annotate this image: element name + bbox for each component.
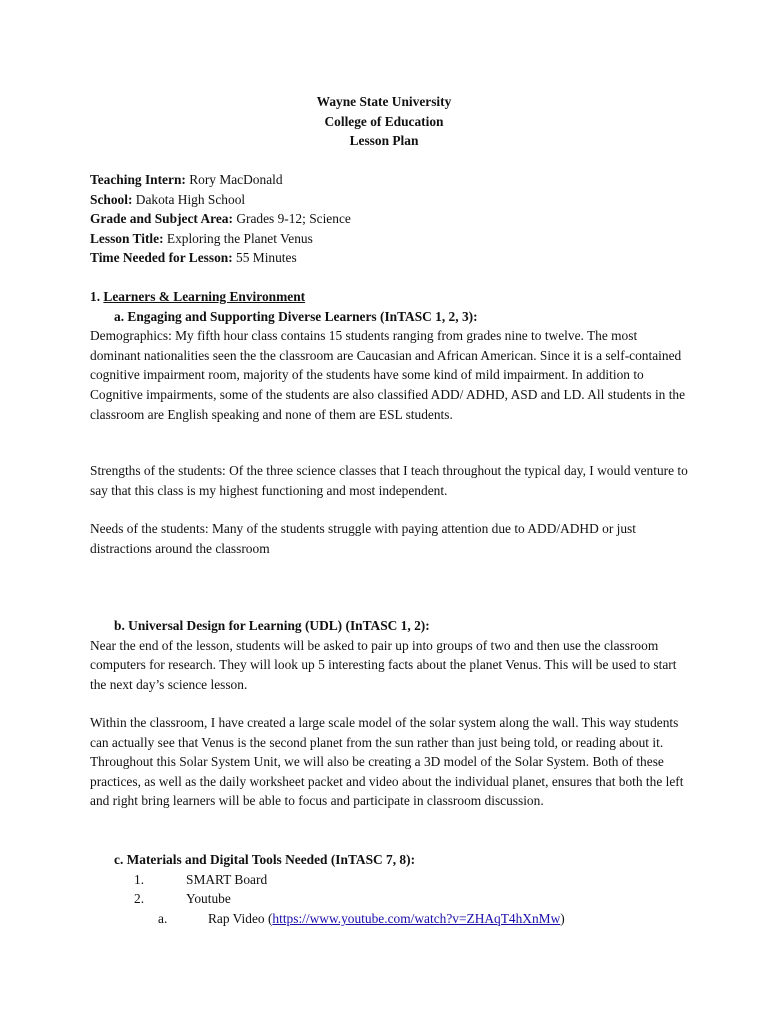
document-header	[0, 92, 768, 151]
udl-paragraph-2: Within the classroom, I have created a large scale model of the solar system along the wall. This way students can actually see that Venus is the second planet from the sun rather than just being told, or reading about it. Throughout this Solar System Unit, we will also be creating a 3D model of the Solar System. Both of these practices, as well as the daily worksheet packet and video about the individual planet, ensures that both the left and right bring learners will be able to focus and participate in classroom discussion.	[90, 715, 684, 809]
time-label: Time Needed for Lesson:	[90, 250, 233, 266]
materials-subitem-text	[208, 909, 565, 929]
materials-subitem-letter: a.	[158, 910, 168, 926]
intern-label: Teaching Intern:	[90, 172, 186, 187]
materials-item-number: 2.	[134, 891, 145, 907]
title-line	[90, 229, 690, 249]
youtube-link[interactable]: https://www.youtube.com/watch?v=ZHAqT4hXnMw	[272, 910, 561, 926]
udl-block-2	[90, 713, 690, 811]
materials-subitem	[90, 909, 690, 929]
grade-label: Grade and Subject Area:	[90, 211, 233, 227]
school-label: School:	[90, 191, 133, 207]
section-c	[90, 850, 690, 928]
section-1-number: 1.	[90, 289, 104, 304]
rap-video-label: Rap Video (	[208, 910, 273, 926]
strengths-block	[90, 461, 690, 500]
lesson-info	[90, 170, 690, 268]
document-type: Lesson Plan	[349, 133, 419, 149]
section-1-heading	[90, 287, 690, 307]
section-1-title: Learners & Learning Environment	[103, 289, 306, 304]
title-label: Lesson Title:	[90, 230, 164, 246]
grade-value: Grades 9-12; Science	[232, 211, 351, 227]
materials-item-text: Youtube	[186, 891, 231, 907]
section-1	[90, 287, 690, 424]
intern-value: Rory MacDonald	[185, 172, 283, 187]
title-value: Exploring the Planet Venus	[163, 230, 313, 246]
udl-paragraph-1: Near the end of the lesson, students will be asked to pair up into groups of two and then use the classroom computers for research. They will look up 5 interesting facts about the planet Venus. This will be used to start the next day’s science lesson.	[90, 637, 677, 692]
college-name: College of Education	[324, 113, 444, 129]
section-b	[90, 616, 690, 694]
intern-line	[90, 170, 690, 190]
time-value: 55 Minutes	[232, 250, 297, 266]
subsection-b-heading: b. Universal Design for Learning (UDL) (InTASC 1, 2):	[114, 618, 430, 633]
closing-paren: )	[560, 910, 565, 926]
materials-item	[90, 889, 690, 909]
subsection-a-heading: a. Engaging and Supporting Diverse Learners (InTASC 1, 2, 3):	[114, 308, 478, 324]
needs-paragraph: Needs of the students: Many of the students struggle with paying attention due to ADD/ADHD or just distractions around the classroom	[90, 521, 636, 556]
needs-block	[90, 519, 690, 558]
demographics-paragraph: Demographics: My fifth hour class contains 15 students ranging from grades nine to twelve. The most dominant nationalities seen the the classroom are Caucasian and African American. Since it is a self-contained cognitive impairment room, majority of the students have some kind of mild impairment. In addition to Cognitive impairments, some of the students are also classified ADD/ ADHD, ASD and LD. All students in the classroom are English speaking and none of them are ESL students.	[90, 328, 686, 422]
school-line	[90, 190, 690, 210]
materials-item-number: 1.	[134, 871, 145, 887]
school-value: Dakota High School	[132, 191, 246, 207]
time-line	[90, 248, 690, 268]
materials-item-text: SMART Board	[186, 871, 268, 887]
subsection-c-heading: c. Materials and Digital Tools Needed (InTASC 7, 8):	[114, 852, 416, 867]
materials-item	[90, 870, 690, 890]
strengths-paragraph: Strengths of the students: Of the three science classes that I teach throughout the typical day, I would venture to say that this class is my highest functioning and most independent.	[90, 463, 688, 498]
grade-line	[90, 209, 690, 229]
university-name: Wayne State University	[316, 94, 452, 109]
